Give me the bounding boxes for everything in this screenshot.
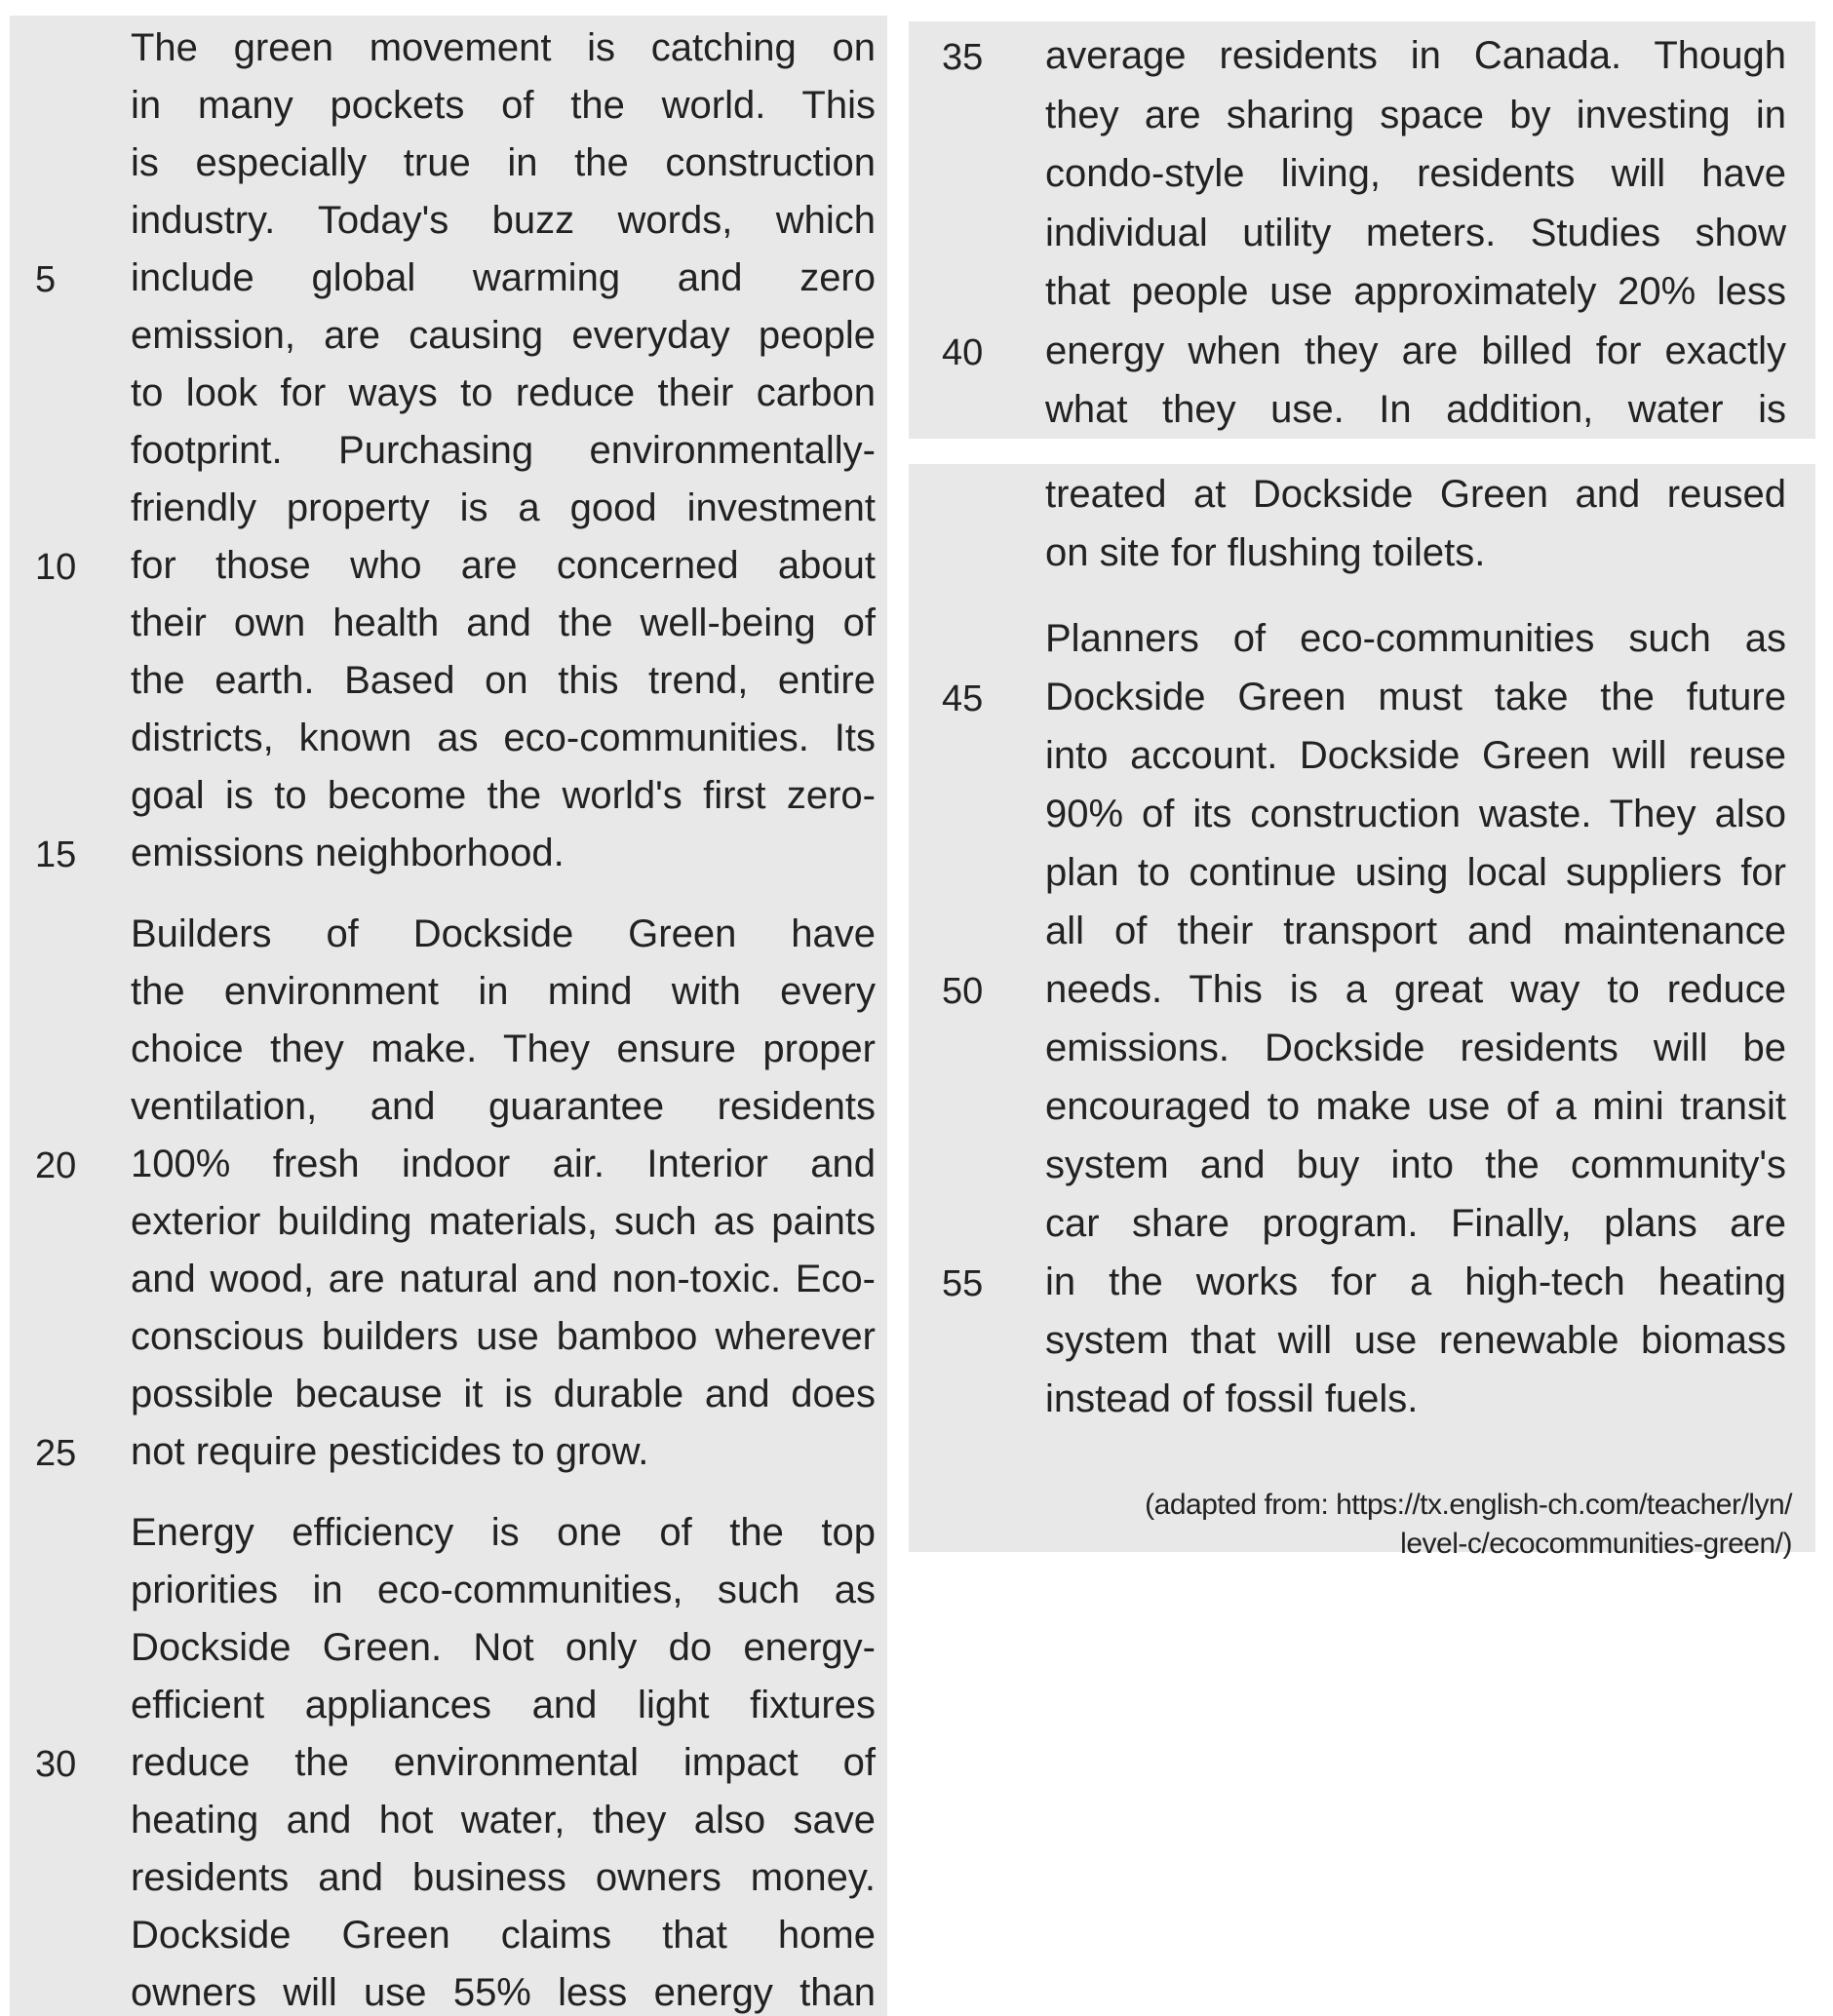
text-line: include global warming and zero [131, 256, 876, 299]
text-line: reduce the environmental impact of [131, 1741, 876, 1784]
text-line: industry. Today's buzz words, which [131, 199, 876, 242]
text-line: plan to continue using local suppliers for [1045, 851, 1786, 894]
text-line: into account. Dockside Green will reuse [1045, 734, 1786, 777]
text-line: Builders of Dockside Green have [131, 912, 876, 955]
text-line: treated at Dockside Green and reused [1045, 473, 1786, 516]
text-line: encouraged to make use of a mini transit [1045, 1085, 1786, 1128]
line-number: 25 [35, 1433, 77, 1474]
line-number: 15 [35, 834, 77, 875]
line-number: 10 [35, 547, 77, 588]
text-line: choice they make. They ensure proper [131, 1027, 876, 1070]
text-line: residents and business owners money. [131, 1856, 876, 1899]
text-line: The green movement is catching on [131, 26, 876, 69]
left-text-panel [10, 16, 887, 2016]
text-line: in many pockets of the world. This [131, 84, 876, 127]
line-number: 40 [942, 331, 984, 373]
right-bottom-text-panel [909, 464, 1815, 1560]
text-line: their own health and the well-being of [131, 601, 876, 644]
line-number: 45 [942, 678, 984, 719]
text-line: districts, known as eco-communities. Its [131, 717, 876, 759]
text-line: goal is to become the world's first zero- [131, 774, 876, 817]
text-line: the environment in mind with every [131, 970, 876, 1013]
text-line: that people use approximately 20% less [1045, 270, 1786, 313]
text-line: individual utility meters. Studies show [1045, 211, 1786, 254]
text-line: what they use. In addition, water is [1045, 388, 1786, 431]
text-line: average residents in Canada. Though [1045, 34, 1786, 77]
text-line: instead of fossil fuels. [1045, 1377, 1419, 1420]
text-line: friendly property is a good investment [131, 486, 876, 529]
text-line: 100% fresh indoor air. Interior and [131, 1143, 876, 1185]
citation-line-1: (adapted from: https://tx.english-ch.com/teacher/lyn/ [1145, 1489, 1792, 1521]
line-number: 50 [942, 971, 984, 1012]
text-line: all of their transport and maintenance [1045, 910, 1786, 952]
text-line: 90% of its construction waste. They also [1045, 793, 1786, 835]
text-line: is especially true in the construction [131, 141, 876, 184]
text-line: ventilation, and guarantee residents [131, 1085, 876, 1128]
line-number: 5 [35, 259, 57, 300]
text-line: system and buy into the community's [1045, 1144, 1786, 1186]
text-line: Dockside Green. Not only do energy- [131, 1626, 876, 1669]
text-line: Dockside Green claims that home [131, 1914, 876, 1957]
text-line: and wood, are natural and non-toxic. Eco- [131, 1258, 876, 1300]
text-line: emissions neighborhood. [131, 832, 565, 874]
text-line: efficient appliances and light fixtures [131, 1684, 876, 1726]
line-number: 20 [35, 1145, 77, 1186]
right-top-text-panel [909, 21, 1815, 439]
text-line: not require pesticides to grow. [131, 1430, 649, 1473]
text-line: Energy efficiency is one of the top [131, 1511, 876, 1554]
text-line: to look for ways to reduce their carbon [131, 371, 876, 414]
text-line: on site for flushing toilets. [1045, 531, 1486, 574]
text-line: the earth. Based on this trend, entire [131, 659, 876, 702]
citation-line-2: level-c/ecocommunities-green/) [1400, 1528, 1792, 1560]
text-line: possible because it is durable and does [131, 1373, 876, 1415]
text-line: Dockside Green must take the future [1045, 676, 1786, 718]
text-line: system that will use renewable biomass [1045, 1319, 1786, 1362]
text-line: heating and hot water, they also save [131, 1799, 876, 1842]
text-line: for those who are concerned about [131, 544, 876, 587]
text-line: exterior building materials, such as paints [131, 1200, 876, 1243]
text-line: needs. This is a great way to reduce [1045, 968, 1786, 1011]
text-line: emission, are causing everyday people [131, 314, 876, 357]
line-number: 35 [942, 37, 984, 78]
text-line: car share program. Finally, plans are [1045, 1202, 1786, 1245]
text-line: Planners of eco-communities such as [1045, 617, 1786, 660]
text-line: in the works for a high-tech heating [1045, 1260, 1786, 1303]
line-number: 55 [942, 1263, 984, 1304]
text-line: conscious builders use bamboo wherever [131, 1315, 876, 1358]
text-line: energy when they are billed for exactly [1045, 329, 1786, 372]
line-number: 30 [35, 1744, 77, 1785]
text-line: emissions. Dockside residents will be [1045, 1027, 1786, 1069]
text-line: they are sharing space by investing in [1045, 93, 1786, 136]
text-line: footprint. Purchasing environmentally- [131, 429, 876, 472]
text-line: condo-style living, residents will have [1045, 152, 1786, 195]
text-line: owners will use 55% less energy than [131, 1971, 876, 2014]
text-line: priorities in eco-communities, such as [131, 1569, 876, 1611]
